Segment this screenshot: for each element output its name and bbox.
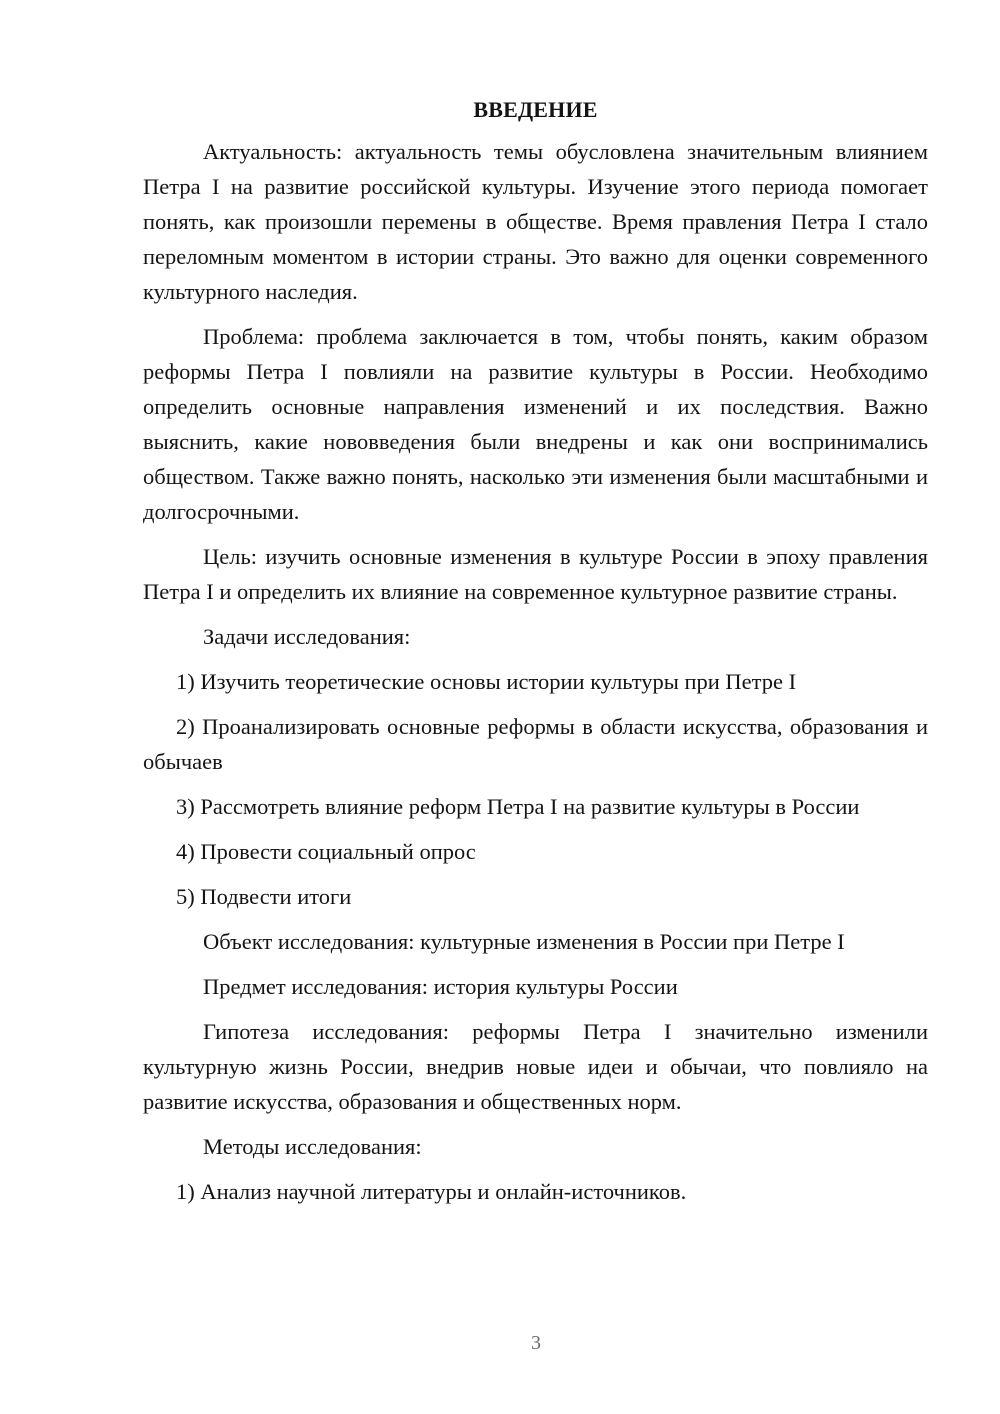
task-item-5: 5) Подвести итоги: [176, 884, 352, 909]
task-item-3: 3) Рассмотреть влияние реформ Петра I на развитие культуры в России: [176, 794, 860, 819]
page-number: 3: [531, 1332, 541, 1354]
task-item-4: 4) Провести социальный опрос: [176, 839, 476, 864]
goal-paragraph: Цель: изучить основные изменения в культуре России в эпоху правления Петра I и определить их влияние на современное культурное развитие страны.: [143, 544, 928, 604]
task-item-1: 1) Изучить теоретические основы истории культуры при Петре I: [176, 669, 797, 694]
problem-paragraph: Проблема: проблема заключается в том, чтобы понять, каким образом реформы Петра I повлияли на развитие культуры в России. Необходимо определить основные направления изменений и их последствия. Важно выяснить, какие нововведения были внедрены и как они воспринимались обществом. Также важно понять, насколько эти изменения были масштабными и долгосрочными.: [143, 324, 928, 524]
section-title: ВВЕДЕНИЕ: [473, 97, 598, 122]
hypothesis-paragraph: Гипотеза исследования: реформы Петра I значительно изменили культурную жизнь России, внедрив новые идеи и обычаи, что повлияло на развитие искусства, образования и общественных норм.: [143, 1019, 928, 1114]
subject-paragraph: Предмет исследования: история культуры России: [203, 974, 678, 999]
methods-heading: Методы исследования:: [203, 1134, 422, 1159]
task-item-2: 2) Проанализировать основные реформы в области искусства, образования и обычаев: [143, 714, 928, 774]
page-body: [143, 94, 928, 1219]
object-paragraph: Объект исследования: культурные изменения в России при Петре I: [203, 929, 845, 954]
method-item-1: 1) Анализ научной литературы и онлайн-источников.: [176, 1179, 687, 1204]
relevance-paragraph: Актуальность: актуальность темы обусловлена значительным влиянием Петра I на развитие российской культуры. Изучение этого периода помогает понять, как произошли перемены в обществе. Время правления Петра I стало переломным моментом в истории страны. Это важно для оценки современного культурного наследия.: [143, 139, 928, 304]
tasks-heading: Задачи исследования:: [203, 624, 411, 649]
